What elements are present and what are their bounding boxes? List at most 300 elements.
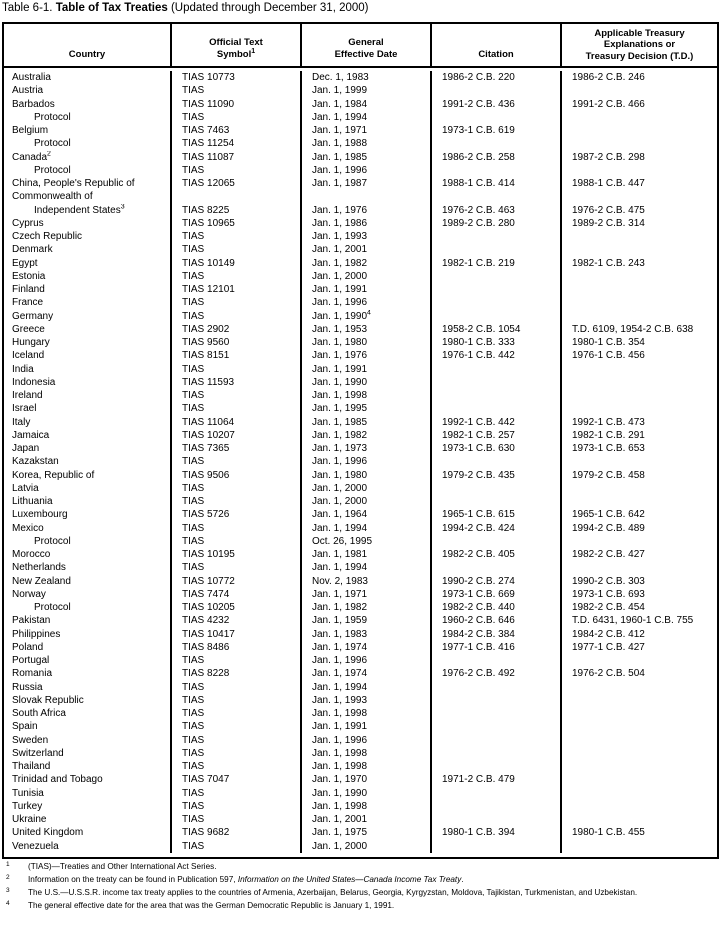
citation-cell: 1991-2 C.B. 436: [430, 98, 560, 111]
citation-cell: [430, 402, 560, 415]
citation-cell: [430, 363, 560, 376]
symbol-cell: TIAS 10205: [170, 601, 300, 614]
date-cell: Jan. 1, 1990: [300, 376, 430, 389]
citation-cell: [430, 111, 560, 124]
td-cell: [560, 402, 717, 415]
symbol-cell: TIAS: [170, 840, 300, 853]
symbol-cell: TIAS: [170, 654, 300, 667]
table-row: [4, 230, 717, 243]
citation-cell: [430, 230, 560, 243]
td-cell: [560, 813, 717, 826]
table-row: [4, 151, 717, 164]
table-row: [4, 482, 717, 495]
country-cell: Protocol: [34, 535, 71, 547]
country-cell: Turkey: [12, 800, 43, 812]
date-cell: Jan. 1, 2000: [300, 482, 430, 495]
footnote: 2 Information on the treaty can be found in Publication 597, Information on the United States—Canada Income Tax Treaty.: [4, 873, 717, 886]
table-row: [4, 310, 717, 323]
citation-cell: [430, 840, 560, 853]
citation-cell: [430, 800, 560, 813]
symbol-cell: TIAS 8151: [170, 349, 300, 362]
date-cell: Jan. 1, 1976: [300, 204, 430, 217]
citation-cell: 1973-1 C.B. 619: [430, 124, 560, 137]
table-row: [4, 588, 717, 601]
date-cell: Jan. 1, 1987: [300, 177, 430, 190]
country-cell: Finland: [12, 284, 45, 295]
citation-cell: 1989-2 C.B. 280: [430, 217, 560, 230]
country-cell: Morocco: [12, 549, 51, 560]
date-cell: Jan. 1, 1994: [300, 522, 430, 535]
country-cell: China, People's Republic of: [12, 178, 135, 189]
date-cell: Jan. 1, 1974: [300, 641, 430, 654]
symbol-cell: TIAS 5726: [170, 508, 300, 521]
table-row: [4, 71, 717, 84]
table-row: [4, 707, 717, 720]
citation-cell: 1958-2 C.B. 1054: [430, 323, 560, 336]
citation-cell: 1977-1 C.B. 416: [430, 641, 560, 654]
td-cell: [560, 164, 717, 177]
citation-cell: 1980-1 C.B. 333: [430, 336, 560, 349]
country-cell: Indonesia: [12, 376, 56, 388]
country-cell: Protocol: [34, 138, 71, 150]
symbol-cell: TIAS: [170, 296, 300, 309]
date-cell: Jan. 1, 1964: [300, 508, 430, 521]
date-cell: Jan. 1, 1993: [300, 230, 430, 243]
date-cell: Jan. 1, 1975: [300, 826, 430, 839]
table-header-row: [4, 24, 717, 68]
td-cell: 1965-1 C.B. 642: [560, 508, 717, 521]
date-cell: Jan. 1, 1991: [300, 720, 430, 733]
country-cell: Lithuania: [12, 496, 53, 507]
table-row: [4, 111, 717, 124]
citation-cell: [430, 760, 560, 773]
td-cell: 1982-1 C.B. 291: [560, 429, 717, 442]
date-cell: Jan. 1, 1986: [300, 217, 430, 230]
td-cell: [560, 243, 717, 256]
country-cell: Cyprus: [12, 217, 44, 229]
country-cell: Latvia: [12, 482, 39, 494]
country-cell: Norway: [12, 588, 46, 600]
table-row: [4, 813, 717, 826]
td-cell: 1976-1 C.B. 456: [560, 349, 717, 362]
footnote-marker: 1: [6, 861, 10, 868]
symbol-cell: TIAS: [170, 482, 300, 495]
citation-cell: [430, 389, 560, 402]
table-row: [4, 124, 717, 137]
symbol-cell: TIAS: [170, 164, 300, 177]
table-row: [4, 243, 717, 256]
country-cell: Poland: [12, 641, 44, 653]
date-cell: Jan. 1, 1985: [300, 151, 430, 164]
citation-cell: [430, 813, 560, 826]
table-row: [4, 667, 717, 680]
country-cell: Austria: [12, 85, 44, 97]
date-cell: Jan. 1, 1996: [300, 164, 430, 177]
date-cell: Jan. 1, 1996: [300, 654, 430, 667]
date-cell: Jan. 1, 2000: [300, 840, 430, 853]
citation-cell: 1986-2 C.B. 220: [430, 71, 560, 84]
table-row: [4, 601, 717, 614]
table-row: [4, 469, 717, 482]
symbol-cell: TIAS 10965: [170, 217, 300, 230]
citation-cell: 1982-2 C.B. 405: [430, 548, 560, 561]
country-cell: Denmark: [12, 244, 53, 256]
country-cell: Greece: [12, 323, 45, 335]
table-row: [4, 442, 717, 455]
citation-cell: 1994-2 C.B. 424: [430, 522, 560, 535]
citation-cell: 1960-2 C.B. 646: [430, 614, 560, 627]
citation-cell: 1988-1 C.B. 414: [430, 177, 560, 190]
country-cell: Spain: [12, 721, 38, 733]
country-cell: United Kingdom: [12, 827, 84, 839]
symbol-cell: TIAS 11087: [170, 151, 300, 164]
td-cell: [560, 840, 717, 853]
table-row: [4, 561, 717, 574]
citation-cell: [430, 535, 560, 548]
td-cell: [560, 84, 717, 97]
date-cell: Jan. 1, 1971: [300, 588, 430, 601]
table-row: [4, 641, 717, 654]
citation-cell: 1984-2 C.B. 384: [430, 628, 560, 641]
table-row: [4, 283, 717, 296]
symbol-cell: TIAS: [170, 813, 300, 826]
td-cell: 1976-2 C.B. 504: [560, 667, 717, 680]
symbol-cell: TIAS: [170, 561, 300, 574]
country-cell: Protocol: [34, 602, 71, 613]
country-cell: Portugal: [12, 655, 50, 666]
date-cell: Jan. 1, 1980: [300, 336, 430, 349]
symbol-cell: TIAS 8228: [170, 667, 300, 680]
symbol-cell: TIAS: [170, 310, 300, 323]
table-row: [4, 257, 717, 270]
table-row: [4, 681, 717, 694]
citation-cell: [430, 787, 560, 800]
citation-cell: 1965-1 C.B. 615: [430, 508, 560, 521]
date-cell: Jan. 1, 1996: [300, 455, 430, 468]
td-cell: [560, 124, 717, 137]
table-row: [4, 190, 717, 203]
date-cell: Jan. 1, 1990: [300, 787, 430, 800]
symbol-cell: TIAS 12065: [170, 177, 300, 190]
symbol-cell: TIAS 7474: [170, 588, 300, 601]
symbol-cell: TIAS: [170, 455, 300, 468]
country-cell: Venezuela: [12, 840, 59, 852]
date-cell: Jan. 1, 1980: [300, 469, 430, 482]
td-cell: [560, 482, 717, 495]
country-cell: Iceland: [12, 350, 45, 362]
citation-cell: [430, 654, 560, 667]
column-header: General Effective Date: [300, 24, 430, 66]
date-cell: Jan. 1, 2001: [300, 243, 430, 256]
td-cell: 1986-2 C.B. 246: [560, 71, 717, 84]
country-cell: Jamaica: [12, 429, 50, 441]
table-row: [4, 217, 717, 230]
citation-cell: [430, 190, 560, 203]
country-cell: South Africa: [12, 708, 66, 719]
table-row: [4, 336, 717, 349]
symbol-cell: TIAS: [170, 389, 300, 402]
td-cell: [560, 720, 717, 733]
country-cell: Thailand: [12, 761, 51, 772]
table-row: [4, 826, 717, 839]
country-cell: Protocol: [34, 164, 71, 176]
table-title-suffix: (Updated through December 31, 2000): [167, 2, 369, 14]
td-cell: [560, 455, 717, 468]
table-row: [4, 98, 717, 111]
symbol-cell: TIAS 10417: [170, 628, 300, 641]
symbol-cell: TIAS 10772: [170, 575, 300, 588]
country-cell: Japan: [12, 443, 40, 454]
table-row: [4, 734, 717, 747]
table-row: [4, 747, 717, 760]
date-cell: Jan. 1, 1994: [300, 561, 430, 574]
symbol-cell: TIAS 7365: [170, 442, 300, 455]
citation-cell: [430, 243, 560, 256]
country-cell: Hungary: [12, 337, 50, 348]
symbol-cell: TIAS 7047: [170, 773, 300, 786]
country-cell: Switzerland: [12, 747, 64, 759]
date-cell: Jan. 1, 1983: [300, 628, 430, 641]
date-cell: Jan. 1, 1971: [300, 124, 430, 137]
country-cell: Protocol: [34, 111, 71, 123]
date-cell: Jan. 1, 1999: [300, 84, 430, 97]
td-cell: [560, 773, 717, 786]
td-cell: 1987-2 C.B. 298: [560, 151, 717, 164]
td-cell: [560, 694, 717, 707]
td-cell: [560, 535, 717, 548]
symbol-cell: TIAS 2902: [170, 323, 300, 336]
table-row: [4, 204, 717, 217]
date-cell: Jan. 1, 1985: [300, 416, 430, 429]
td-cell: [560, 389, 717, 402]
citation-cell: [430, 681, 560, 694]
table-body: [4, 68, 717, 857]
table-row: [4, 416, 717, 429]
citation-cell: 1971-2 C.B. 479: [430, 773, 560, 786]
country-cell: Sweden: [12, 734, 49, 746]
td-cell: 1976-2 C.B. 475: [560, 204, 717, 217]
citation-cell: 1976-2 C.B. 463: [430, 204, 560, 217]
tax-treaties-table: [2, 22, 719, 859]
citation-cell: [430, 455, 560, 468]
citation-cell: 1986-2 C.B. 258: [430, 151, 560, 164]
td-cell: T.D. 6431, 1960-1 C.B. 755: [560, 614, 717, 627]
citation-cell: [430, 376, 560, 389]
date-cell: Jan. 1, 1991: [300, 363, 430, 376]
citation-cell: [430, 734, 560, 747]
table-row: [4, 840, 717, 853]
symbol-cell: TIAS: [170, 787, 300, 800]
citation-cell: 1976-1 C.B. 442: [430, 349, 560, 362]
country-cell: Independent States$^3$: [34, 203, 125, 216]
date-cell: Jan. 1, 2000: [300, 270, 430, 283]
citation-cell: 1990-2 C.B. 274: [430, 575, 560, 588]
symbol-cell: TIAS: [170, 707, 300, 720]
symbol-cell: TIAS 12101: [170, 283, 300, 296]
citation-cell: [430, 720, 560, 733]
column-header: Citation: [430, 24, 560, 66]
date-cell: Jan. 1, 2001: [300, 813, 430, 826]
symbol-cell: TIAS 9506: [170, 469, 300, 482]
symbol-cell: TIAS 10773: [170, 71, 300, 84]
date-cell: Jan. 1, 1998: [300, 707, 430, 720]
country-cell: Luxembourg: [12, 509, 68, 521]
table-row: [4, 800, 717, 813]
symbol-cell: TIAS: [170, 402, 300, 415]
table-row: [4, 296, 717, 309]
table-row: [4, 694, 717, 707]
table-row: [4, 376, 717, 389]
table-row: [4, 323, 717, 336]
date-cell: Jan. 1, 1984: [300, 98, 430, 111]
citation-cell: 1979-2 C.B. 435: [430, 469, 560, 482]
country-cell: Australia: [12, 72, 51, 83]
td-cell: 1988-1 C.B. 447: [560, 177, 717, 190]
citation-cell: [430, 495, 560, 508]
td-cell: [560, 787, 717, 800]
td-cell: [560, 137, 717, 150]
country-cell: Commonwealth of: [12, 191, 93, 203]
country-cell: Ukraine: [12, 814, 47, 825]
date-cell: Jan. 1, 1998: [300, 389, 430, 402]
symbol-cell: TIAS 9682: [170, 826, 300, 839]
country-cell: Canada$^2$: [12, 150, 51, 163]
column-header: Official Text Symbol$^1$: [170, 24, 300, 66]
table-row: [4, 177, 717, 190]
table-row: [4, 787, 717, 800]
date-cell: Jan. 1, 1982: [300, 257, 430, 270]
td-cell: [560, 363, 717, 376]
country-cell: Mexico: [12, 522, 44, 534]
symbol-cell: TIAS: [170, 495, 300, 508]
symbol-cell: TIAS: [170, 111, 300, 124]
date-cell: Jan. 1, 1974: [300, 667, 430, 680]
td-cell: 1994-2 C.B. 489: [560, 522, 717, 535]
date-cell: Jan. 1, 1994: [300, 111, 430, 124]
td-cell: 1990-2 C.B. 303: [560, 575, 717, 588]
table-row: [4, 84, 717, 97]
footnote-marker: 3: [6, 887, 10, 894]
symbol-cell: TIAS 10207: [170, 429, 300, 442]
citation-cell: 1973-1 C.B. 630: [430, 442, 560, 455]
symbol-cell: [170, 190, 300, 203]
symbol-cell: TIAS: [170, 747, 300, 760]
country-cell: Israel: [12, 403, 37, 415]
date-cell: Jan. 1, 1998: [300, 747, 430, 760]
date-cell: Jan. 1, 1995: [300, 402, 430, 415]
country-cell: Ireland: [12, 390, 43, 401]
symbol-cell: TIAS 9560: [170, 336, 300, 349]
footnote-marker: 2: [6, 874, 10, 881]
date-cell: Jan. 1, 1998: [300, 800, 430, 813]
citation-cell: 1992-1 C.B. 442: [430, 416, 560, 429]
td-cell: [560, 190, 717, 203]
citation-cell: [430, 561, 560, 574]
table-row: [4, 495, 717, 508]
td-cell: [560, 760, 717, 773]
country-cell: Russia: [12, 681, 43, 693]
td-cell: [560, 747, 717, 760]
country-cell: Romania: [12, 668, 53, 680]
symbol-cell: TIAS: [170, 681, 300, 694]
date-cell: Jan. 1, 1996: [300, 296, 430, 309]
country-cell: India: [12, 363, 34, 375]
td-cell: 1973-1 C.B. 693: [560, 588, 717, 601]
td-cell: 1979-2 C.B. 458: [560, 469, 717, 482]
table-title-prefix: Table 6-1.: [2, 2, 56, 14]
footnote: 4 The general effective date for the area that was the German Democratic Republic is January 1, 1991.: [4, 899, 717, 912]
date-cell: Jan. 1, 1998: [300, 760, 430, 773]
citation-cell: 1980-1 C.B. 394: [430, 826, 560, 839]
country-cell: Belgium: [12, 125, 49, 136]
td-cell: 1980-1 C.B. 354: [560, 336, 717, 349]
country-cell: Italy: [12, 416, 31, 428]
date-cell: Jan. 1, 1982: [300, 429, 430, 442]
symbol-cell: TIAS 10195: [170, 548, 300, 561]
country-cell: Kazakstan: [12, 456, 59, 468]
table-row: [4, 363, 717, 376]
citation-cell: [430, 84, 560, 97]
td-cell: [560, 230, 717, 243]
citation-cell: 1982-1 C.B. 257: [430, 429, 560, 442]
citation-cell: [430, 747, 560, 760]
citation-cell: 1982-1 C.B. 219: [430, 257, 560, 270]
symbol-cell: TIAS: [170, 270, 300, 283]
table-row: [4, 429, 717, 442]
td-cell: [560, 561, 717, 574]
symbol-cell: TIAS: [170, 800, 300, 813]
column-header: Applicable Treasury Explanations or Treasury Decision (T.D.): [560, 24, 717, 66]
date-cell: Jan. 1, 1981: [300, 548, 430, 561]
td-cell: 1991-2 C.B. 466: [560, 98, 717, 111]
td-cell: [560, 111, 717, 124]
table-row: [4, 522, 717, 535]
date-cell: Jan. 1, 1953: [300, 323, 430, 336]
table-row: [4, 270, 717, 283]
table-row: [4, 773, 717, 786]
td-cell: 1982-2 C.B. 454: [560, 601, 717, 614]
table-row: [4, 760, 717, 773]
symbol-cell: TIAS 10149: [170, 257, 300, 270]
country-cell: Trinidad and Tobago: [12, 774, 103, 786]
table-row: [4, 548, 717, 561]
td-cell: [560, 376, 717, 389]
symbol-cell: TIAS: [170, 694, 300, 707]
td-cell: 1980-1 C.B. 455: [560, 826, 717, 839]
table-row: [4, 349, 717, 362]
country-cell: France: [12, 297, 44, 309]
td-cell: [560, 270, 717, 283]
symbol-cell: TIAS: [170, 230, 300, 243]
table-row: [4, 614, 717, 627]
country-cell: Germany: [12, 310, 54, 322]
citation-cell: [430, 283, 560, 296]
footnotes: [4, 860, 717, 912]
citation-cell: [430, 164, 560, 177]
symbol-cell: TIAS: [170, 734, 300, 747]
citation-cell: 1982-2 C.B. 440: [430, 601, 560, 614]
td-cell: [560, 707, 717, 720]
symbol-cell: TIAS 11064: [170, 416, 300, 429]
td-cell: [560, 310, 717, 323]
symbol-cell: TIAS 11254: [170, 137, 300, 150]
country-cell: Pakistan: [12, 615, 51, 627]
td-cell: [560, 654, 717, 667]
date-cell: Jan. 1, 1990$^4$: [300, 310, 430, 323]
td-cell: [560, 495, 717, 508]
table-row: [4, 628, 717, 641]
symbol-cell: TIAS: [170, 760, 300, 773]
